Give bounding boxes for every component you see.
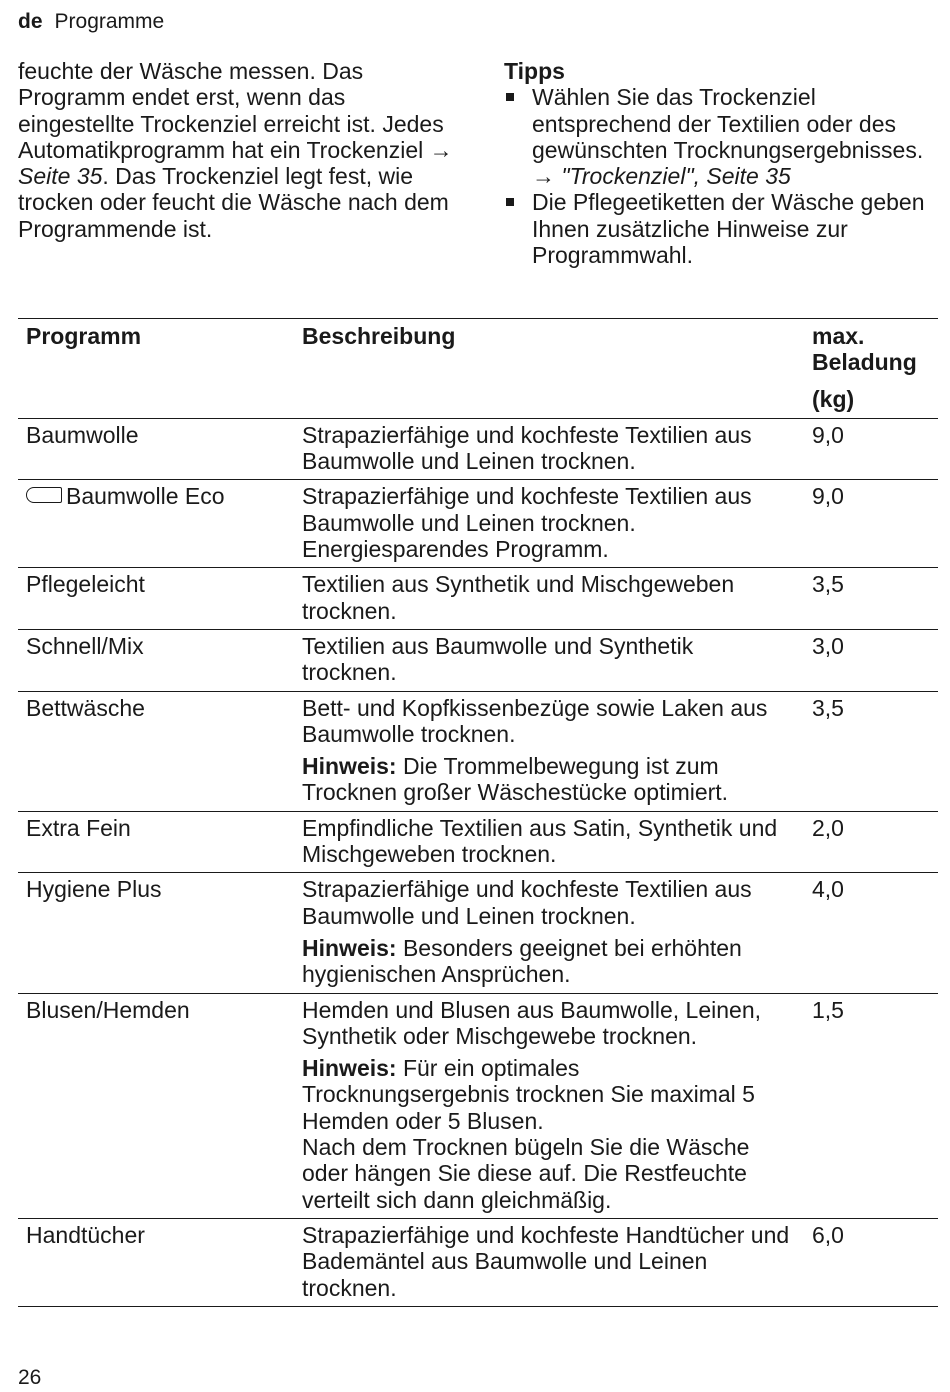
- language-code: de: [18, 10, 43, 33]
- arrow-right-icon: →: [429, 136, 453, 163]
- intro-text: feuchte der Wäsche messen. Das Programm endet erst, wenn das eingestellte Trockenziel erreicht ist. Jedes Automatikprogramm hat ein Trockenziel: [18, 58, 444, 163]
- tip-reference: "Trockenziel", Seite 35: [561, 163, 791, 190]
- program-load: 3,0: [812, 632, 844, 659]
- program-name: Baumwolle Eco: [66, 483, 225, 510]
- program-description: Bett- und Kopfkissenbezüge sowie Laken aus Baumwolle trocknen.: [302, 694, 768, 747]
- tips-section: [504, 58, 944, 268]
- program-name: Handtücher: [26, 1221, 145, 1248]
- header-load: max. Beladung (kg): [804, 319, 938, 419]
- tip-item-2: [504, 189, 944, 268]
- section-title: Programme: [54, 10, 165, 33]
- square-bullet-icon: [506, 93, 514, 101]
- program-name: Bettwäsche: [26, 694, 145, 721]
- program-name: Pflegeleicht: [26, 571, 145, 598]
- program-note: [302, 935, 792, 988]
- program-load: 3,5: [812, 571, 844, 598]
- program-name-cell: [18, 480, 294, 568]
- table-row: [18, 811, 938, 873]
- program-name: Hygiene Plus: [26, 876, 162, 903]
- table-row: [18, 873, 938, 993]
- tip-text: Die Pflegeetiketten der Wäsche geben Ihnen zusätzliche Hinweise zur Programmwahl.: [532, 189, 925, 269]
- program-load: 2,0: [812, 814, 844, 841]
- program-load: 3,5: [812, 694, 844, 721]
- note-text: Für ein optimales Trocknungsergebnis trocknen Sie maximal 5 Hemden oder 5 Blusen.: [302, 1055, 755, 1134]
- program-description: Strapazierfähige und kochfeste Textilien aus Baumwolle und Leinen trocknen.: [302, 421, 752, 475]
- program-load: 9,0: [812, 483, 844, 510]
- tip-item-1: [504, 84, 944, 189]
- note-label: Hinweis:: [302, 753, 397, 780]
- program-description: Strapazierfähige und kochfeste Handtücher und Bademäntel aus Baumwolle und Leinen trocknen.: [302, 1221, 790, 1301]
- intro-page-reference: Seite 35: [18, 163, 103, 190]
- header-program: Programm: [26, 323, 142, 349]
- header-description: Beschreibung: [302, 323, 456, 349]
- table-row: [18, 691, 938, 811]
- intro-paragraph: [18, 58, 458, 242]
- note-label: Hinweis:: [302, 934, 397, 961]
- program-note: [302, 1055, 792, 1134]
- page-number: 26: [18, 1366, 42, 1389]
- intro-text-after: . Das Trockenziel legt fest, wie trocken oder feucht die Wäsche nach dem Programmende ist.: [18, 163, 449, 242]
- page-header: [18, 8, 164, 36]
- eco-icon: [26, 487, 62, 503]
- program-load: 1,5: [812, 996, 844, 1023]
- program-description-cell: [294, 873, 804, 993]
- program-load: 4,0: [812, 876, 844, 903]
- tip-text: Wählen Sie das Trockenziel entsprechend der Textilien oder des gewünschten Trocknungsergebnisses.: [532, 84, 924, 163]
- note-label: Hinweis:: [302, 1055, 397, 1082]
- program-description-cell: [294, 691, 804, 811]
- program-description: Textilien aus Baumwolle und Synthetik trocknen.: [302, 632, 694, 686]
- program-note: [302, 753, 792, 806]
- arrow-right-icon: →: [532, 163, 555, 190]
- program-description-cell: [294, 993, 804, 1218]
- tips-title: Tipps: [504, 58, 565, 84]
- program-name: Blusen/Hemden: [26, 996, 190, 1023]
- program-name: Schnell/Mix: [26, 632, 144, 659]
- header-load-unit: (kg): [812, 385, 855, 412]
- program-note-extra: Nach dem Trocknen bügeln Sie die Wäsche oder hängen Sie diese auf. Die Restfeuchte verteilt sich dann gleichmäßig.: [302, 1134, 750, 1213]
- table-row: [18, 1218, 938, 1306]
- program-description: Empfindliche Textilien aus Satin, Synthetik und Mischgeweben trocknen.: [302, 814, 778, 868]
- table-row: [18, 480, 938, 568]
- table-row: [18, 418, 938, 480]
- note-text: Die Trommelbewegung ist zum Trocknen großer Wäschestücke optimiert.: [302, 753, 729, 806]
- program-name: Extra Fein: [26, 814, 131, 841]
- program-description: Strapazierfähige und kochfeste Textilien aus Baumwolle und Leinen trocknen. Energiesparendes Programm.: [302, 483, 752, 563]
- program-load: 9,0: [812, 421, 844, 448]
- note-text: Besonders geeignet bei erhöhten hygienischen Ansprüchen.: [302, 934, 742, 988]
- table-row: [18, 568, 938, 630]
- table-row: [18, 993, 938, 1218]
- program-description: Textilien aus Synthetik und Mischgeweben trocknen.: [302, 571, 735, 624]
- program-description: Hemden und Blusen aus Baumwolle, Leinen, Synthetik oder Mischgewebe trocknen.: [302, 996, 762, 1049]
- program-name: Baumwolle: [26, 421, 139, 448]
- program-description: Strapazierfähige und kochfeste Textilien aus Baumwolle und Leinen trocknen.: [302, 876, 752, 929]
- program-load: 6,0: [812, 1221, 844, 1248]
- square-bullet-icon: [506, 198, 514, 206]
- program-table: [18, 318, 938, 1307]
- table-row: [18, 629, 938, 691]
- table-header-row: [18, 319, 938, 419]
